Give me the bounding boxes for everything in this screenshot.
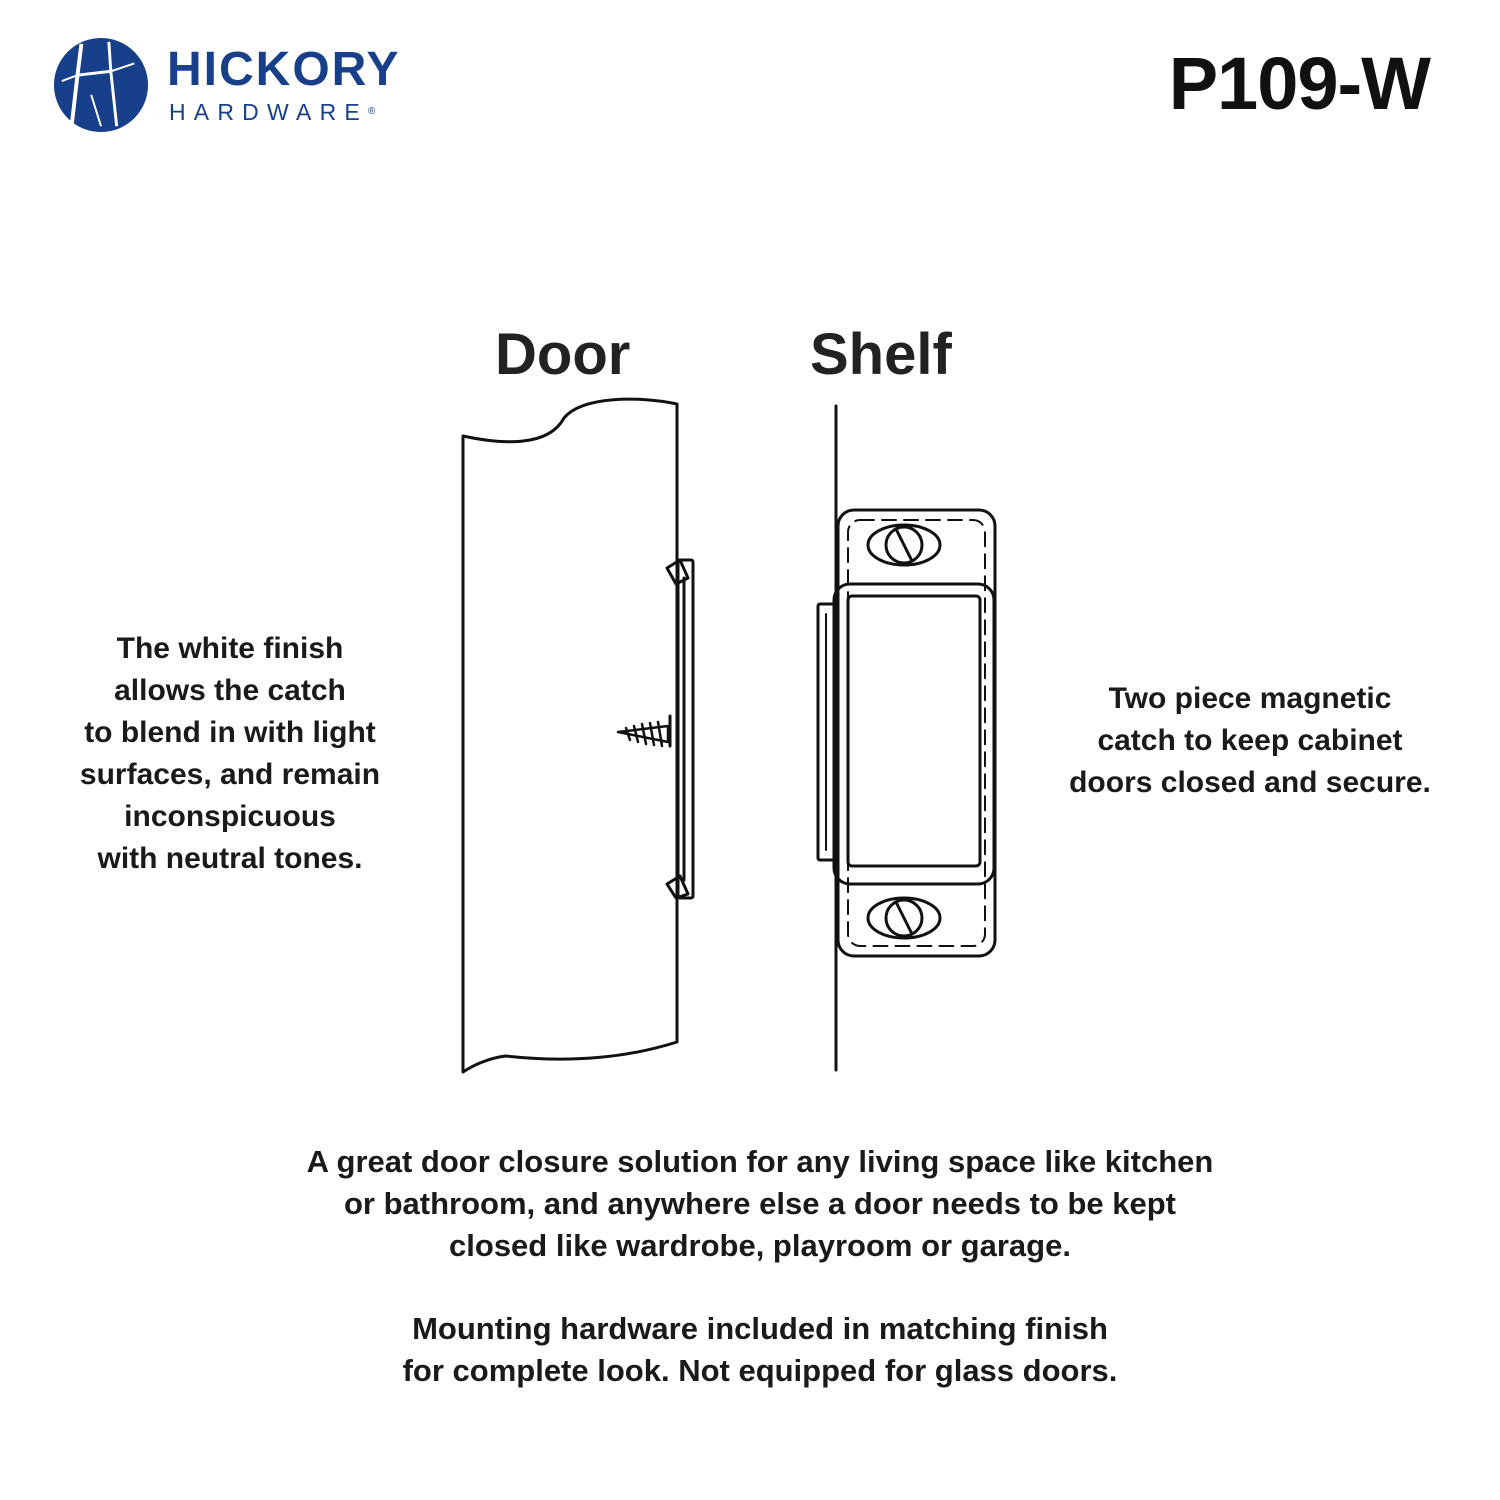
right-note-line: Two piece magnetic — [1108, 682, 1392, 715]
magnetic-catch — [818, 510, 995, 956]
usage-note — [150, 1141, 1370, 1267]
mounting-note — [150, 1308, 1370, 1392]
left-note-line: with neutral tones. — [97, 842, 363, 875]
right-note-line: catch to keep cabinet — [1097, 724, 1403, 757]
left-note-line: to blend in with light — [84, 716, 376, 749]
model-number: P109-W — [1168, 42, 1430, 125]
left-note-line: inconspicuous — [124, 800, 336, 833]
brand-subname: HARDWARE® — [169, 99, 376, 125]
usage-note-line: or bathroom, and anywhere else a door needs to be kept — [343, 1186, 1177, 1221]
left-note-line: allows the catch — [114, 674, 346, 707]
left-note — [30, 628, 430, 880]
mounting-note-line: Mounting hardware included in matching finish — [412, 1311, 1108, 1346]
shelf-label: Shelf — [810, 322, 952, 387]
left-note-line: The white finish — [116, 632, 344, 665]
mounting-note-line: for complete look. Not equipped for glass doors. — [402, 1353, 1118, 1388]
registered-mark: ® — [367, 106, 376, 117]
left-note-line: surfaces, and remain — [79, 758, 381, 791]
brand-name: HICKORY — [167, 43, 401, 96]
right-note-line: doors closed and secure. — [1069, 766, 1431, 799]
door-label: Door — [495, 322, 631, 387]
screw-icon — [618, 722, 668, 746]
strike-plate — [667, 560, 693, 898]
usage-note-line: closed like wardrobe, playroom or garage. — [449, 1228, 1071, 1263]
usage-note-line: A great door closure solution for any living space like kitchen — [306, 1144, 1214, 1179]
right-note — [1035, 678, 1465, 804]
